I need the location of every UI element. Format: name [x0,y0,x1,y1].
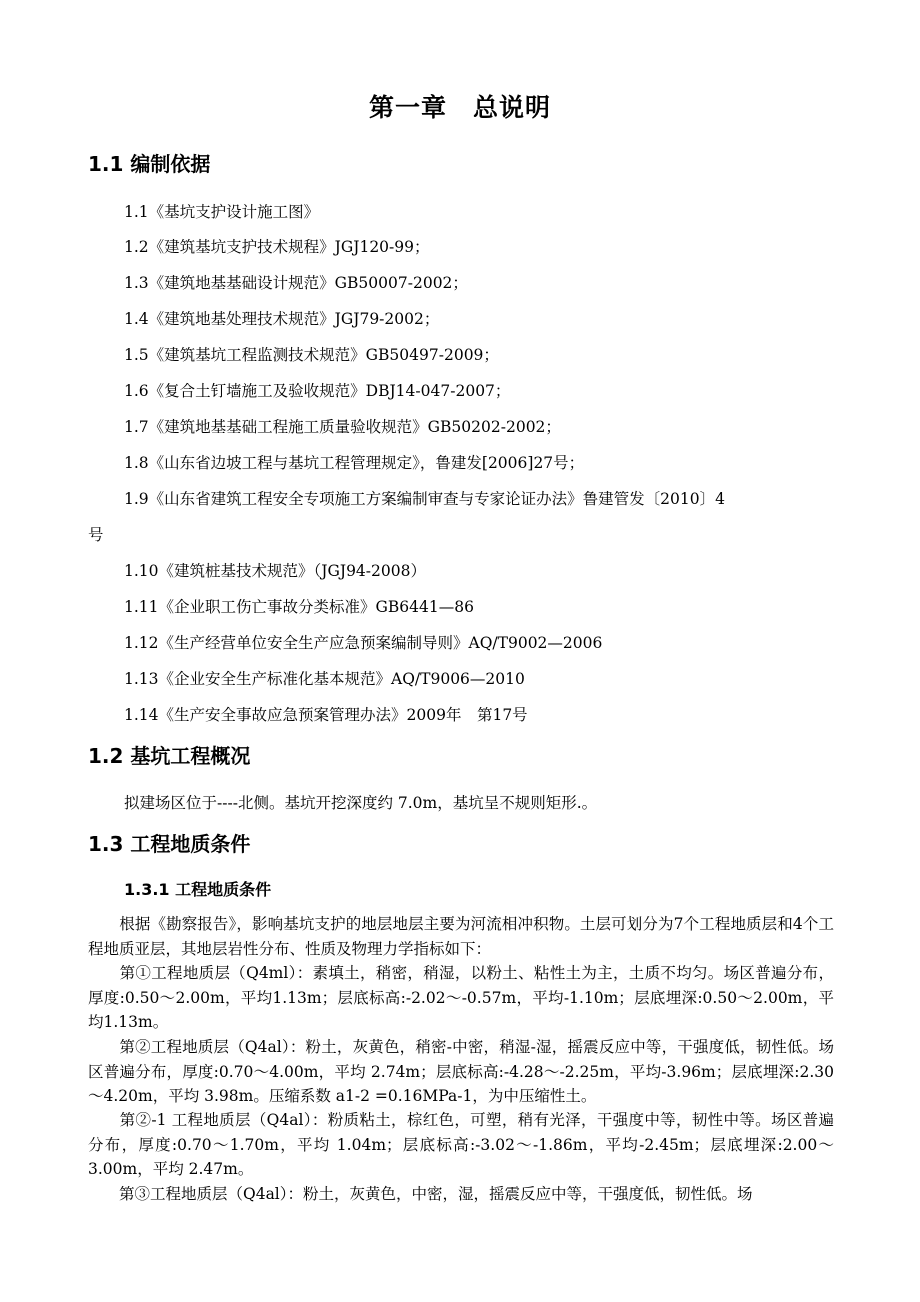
geology-paragraph: 第②工程地质层（Q4al）：粉土，灰黄色，稍密-中密，稍湿-湿，摇震反应中等，干强度低，韧性低。场区普遍分布，厚度:0.70～4.00m，平均 2.74m；层底标高:-4.28～-2.25m，平均-3.96m；层底埋深:2.30～4.20m，平均 3.98m。压缩系数 a1-2 =0.16MPa-1，为中压缩性土。 [88,1038,834,1105]
reference-item: 1.3《建筑地基基础设计规范》GB50007-2002； [124,274,468,292]
reference-item: 1.8《山东省边坡工程与基坑工程管理规定》，鲁建发[2006]27号； [124,454,585,472]
reference-item: 1.5《建筑基坑工程监测技术规范》GB50497-2009； [124,346,499,364]
geology-paragraph: 第①工程地质层（Q4ml）：素填土，稍密，稍湿，以粉土、粘性土为主，土质不均匀。场区普遍分布，厚度:0.50～2.00m，平均1.13m；层底标高:-2.02～-0.57m，平均-1.10m；层底埋深:0.50～2.00m，平均1.13m。 [88,964,834,1031]
geology-paragraph: 根据《勘察报告》，影响基坑支护的地层地层主要为河流相冲积物。土层可划分为7个工程地质层和4个工程地质亚层，其地层岩性分布、性质及物理力学指标如下： [88,915,834,958]
reference-item: 1.9《山东省建筑工程安全专项施工方案编制审查与专家论证办法》鲁建管发〔2010〕4 [124,490,725,508]
reference-item: 1.1《基坑支护设计施工图》 [124,203,320,221]
reference-item-continuation: 号 [88,526,104,544]
reference-item: 1.14《生产安全事故应急预案管理办法》2009年 第17号 [124,706,528,724]
section-heading-1-2: 1.2 基坑工程概况 [88,744,251,768]
section-heading-1-3: 1.3 工程地质条件 [88,832,251,856]
geology-paragraph: 第②-1 工程地质层（Q4al）：粉质粘土，棕红色，可塑，稍有光泽，干强度中等，韧性中等。场区普遍分布，厚度:0.70～1.70m，平均 1.04m；层底标高:-3.02～-1.86m，平均-2.45m；层底埋深:2.00～3.00m，平均 2.47m。 [88,1111,834,1178]
reference-item: 1.7《建筑地基基础工程施工质量验收规范》GB50202-2002； [124,418,561,436]
section-heading-1-1: 1.1 编制依据 [88,152,211,176]
geology-paragraph: 第③工程地质层（Q4al）：粉土，灰黄色，中密，湿，摇震反应中等，干强度低，韧性低。场 [88,1185,753,1203]
reference-item: 1.12《生产经营单位安全生产应急预案编制导则》AQ/T9002—2006 [124,634,603,652]
overview-text: 拟建场区位于----北侧。基坑开挖深度约 7.0m，基坑呈不规则矩形.。 [124,794,598,812]
subsection-heading-1-3-1: 1.3.1 工程地质条件 [124,880,272,899]
reference-item: 1.2《建筑基坑支护技术规程》JGJ120-99； [124,238,430,256]
chapter-title: 第一章 总说明 [368,93,551,122]
reference-item: 1.4《建筑地基处理技术规范》JGJ79-2002； [124,310,440,328]
reference-item: 1.6《复合土钉墙施工及验收规范》DBJ14-047-2007； [124,382,511,400]
reference-item: 1.11《企业职工伤亡事故分类标准》GB6441—86 [124,598,474,616]
reference-item: 1.13《企业安全生产标准化基本规范》AQ/T9006—2010 [124,670,525,688]
reference-item: 1.10《建筑桩基技术规范》（JGJ94-2008） [124,562,426,580]
